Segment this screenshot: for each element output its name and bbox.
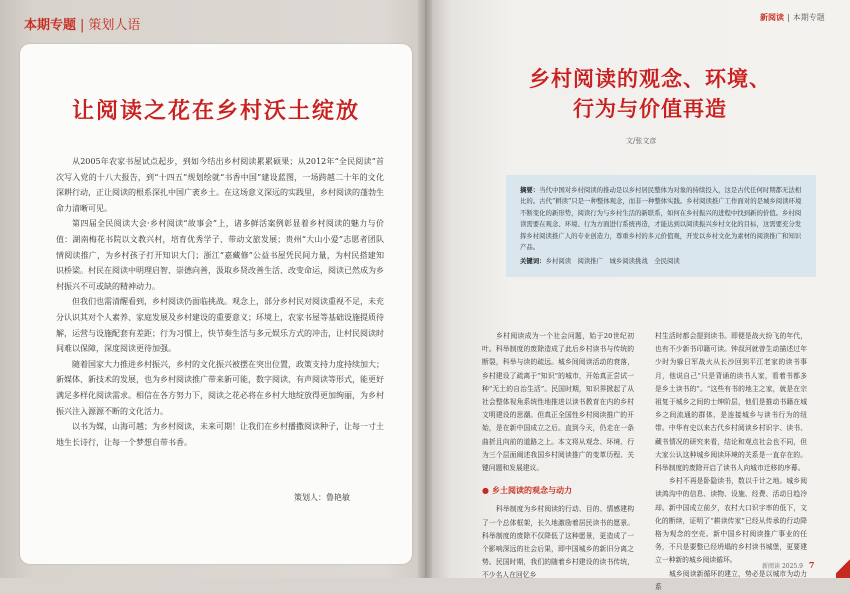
- editorial-paragraph: 但我们也需清醒看到，乡村阅读仍面临挑战。观念上，部分乡村民对阅读重视不足，未充分认识其对个人素养、家庭发展及乡村建设的重要意义；环境上，农家书屋等基础设施提质待解，运营与设施配套有差距；行为习惯上，快节奏生活与多元娱乐方式的冲击，让村民阅读时间难以保障，深度阅读更待加强。: [56, 297, 384, 354]
- right-page-header: [760, 12, 825, 23]
- editorial-card: [20, 44, 412, 564]
- header-section: 本期专题: [24, 18, 77, 33]
- header-subsection: 策划人语: [88, 18, 141, 33]
- page-footer: [762, 560, 814, 570]
- magazine-brand: 新阅读: [760, 13, 784, 22]
- section-heading: [482, 484, 634, 497]
- article-title: [500, 64, 800, 124]
- footer-magazine: 新阅读: [762, 563, 781, 570]
- article-paragraph: 科举制度为乡村阅读的行动、目的、情感建构了一个总体框架，长久地激励着居民读书的愿景。科举制度的废除不仅降低了这种愿景，更造成了一个影响深远的社会后果，即中国城乡的新旧分离之势。民国时期，我们的随着乡村建设的读书传统，不少名人在回忆乡: [482, 505, 634, 580]
- keywords-label: 关键词：: [520, 257, 546, 266]
- article-paragraph: 村生活时都会提到读书。即便是战火纷飞的年代，也有不少新书印籍可读。钟叔河就曾生动描述过年少时为躲日军战火从长沙回到平江老家的读书事月，他说自己“只是背诵的读书人家，看着书都多是乡土读书的”。“这些有书的地主之家，就是在宗祖复于城乡之间的士绅阶层，他们是推动书籍在城乡之间流通的群体，是连接城乡与读书行为的纽带。中华有史以来古代乡村阅读乡村识字、读书、藏书情况的研究来看，结论和观点社会也不同，但大家公认这种城乡阅读环境的关系是一直存在的。科举制度的废除开启了读书人向城市迁移的序幕。: [655, 332, 807, 473]
- article-title-line-2: 行为与价值再造: [573, 96, 727, 121]
- article-column-2: [655, 330, 807, 594]
- abstract-content: 当代中国对乡村阅读的推动是以乡村居民整体为对象的持续投入，这是古代任何时期都无法相比的。古代“耕读”只是一种整体观念，而非一种整体实践。乡村阅读推广工作面对的是城乡阅读环境不断变化的新形势，阅读行为与乡村生活的新联系，如何在乡村振兴的进程中找到新的价值。乡村阅读需要在观念、环境、行为方面进行系统再造，才能达到以阅读振兴乡村文化的目标，这需要充分发挥乡村阅读推广人的专业创造力，尊重乡村的多元价值观，开发以乡村文化为素材的阅读推广和知识产品。: [520, 186, 802, 252]
- book-spine: [418, 0, 432, 578]
- article-paragraph: 城乡阅读新循环的建立，势必是以城市为动力系: [655, 569, 807, 591]
- editorial-paragraph: 以书为媒，山海可越；为乡村阅读，未来可期！让我们在乡村播撒阅读种子，让每一寸土地生长诗行，让每一个梦想自带书香。: [56, 422, 384, 447]
- footer-issue: 2025.9: [781, 563, 803, 570]
- header-separator: |: [80, 18, 85, 33]
- editorial-body: [56, 154, 384, 450]
- header-separator: |: [787, 13, 790, 22]
- abstract-label: 摘要：: [520, 186, 540, 194]
- keywords: [520, 256, 802, 267]
- planner-credit: 策划人：鲁艳敏: [294, 493, 350, 502]
- left-page-header: [24, 14, 140, 33]
- section-heading-text: 乡土阅读的观念与动力: [491, 486, 572, 496]
- abstract-text: [520, 185, 802, 253]
- section-bullet-icon: ●: [482, 486, 489, 496]
- article-column-1: [482, 330, 634, 583]
- editorial-paragraph: 从2005年农家书屋试点起步，到如今结出乡村阅读累累硕果；从2012年“全民阅读”首次写入党的十八大报告，到“十四五”规划绘就“书香中国”建设蓝图，一场跨越二十年的文化深耕行动，正让阅读的根系深扎中国广袤乡土。在这场意义深远的实践里，乡村阅读的蓬勃生命力清晰可见。: [56, 157, 384, 213]
- article-byline: 文/张文彦: [626, 137, 657, 145]
- editorial-paragraph: 第四届全民阅读大会·乡村阅读“故事会”上，诸多鲜活案例彰显着乡村阅读的魅力与价值：湖南梅花书院以文教兴村，培育优秀学子、带动文旅发展；贵州“大山小爱”志愿者团队情阅读推广，为乡村孩子打开知识大门；浙江“嘉藏修”公益书屋凭民间力量，为村民搭建知识桥梁。村民在阅读中明理启智、崇德向善，汲取乡贤改善生活、改变命运，阅读已然成为乡村振兴不可或缺的精神动力。: [56, 219, 384, 291]
- abstract-box: [506, 175, 816, 277]
- article-title-line-1: 乡村阅读的观念、环境、: [529, 66, 771, 91]
- article-paragraph: 乡村不再是卧隐读书，数以千计之地。城乡阅读鸿沟中的信息、读物、设施、经费、活动日趋冷却。新中国成立前夕，农村大口识字率的低下，文化的断续，证明了“耕读传家”已经从传承的行动降格为观念的空壳。新中国乡村阅读推广事业的任务，不只是要整已经坍塌的乡村读书城堡，更要建立一种新的城乡阅读循环。: [655, 477, 807, 565]
- page-number: 7: [808, 560, 815, 570]
- editorial-title: 让阅读之花在乡村沃土绽放: [71, 98, 360, 124]
- article-paragraph: 乡村阅读成为一个社会问题，始于20世纪初叶。科举制度的废除造成了此后乡村读书与传统的断裂，科举与读的疏远。城乡间阅读活动的衰落，乡村建设了疏离于“知识”的城市，开始真正尝试一种“无土的自治生活”。民国时期，知识界掀起了从社会整体视角系统性地推进以读书教育在内的乡村文明建设的思潮。但真正全国性乡村阅读推广的开始，是在新中国成立之后。直到今天，仍走在一条曲折且向前的道路之上。本文将从观念、环境、行为三个层面阐述我国乡村阅读推广的变革历程、关键问题和发展建议。: [482, 332, 634, 473]
- editorial-paragraph: 随着国家大力推进乡村振兴，乡村的文化振兴被摆在突出位置，政策支持力度持续加大；新媒体、新技术的发展，也为乡村阅读推广带来新可能，数字阅读、有声阅读等形式，能更好满足多样化阅读需求。相信在各方努力下，阅读之花必将在乡村大地绽放得更加绚丽，为乡村振兴注入源源不断的文化活力。: [56, 359, 384, 416]
- keywords-content: 乡村阅读 阅读推广 城乡阅读挑战 全民阅读: [545, 257, 680, 266]
- header-section: 本期专题: [792, 13, 825, 22]
- corner-decoration: [836, 554, 850, 578]
